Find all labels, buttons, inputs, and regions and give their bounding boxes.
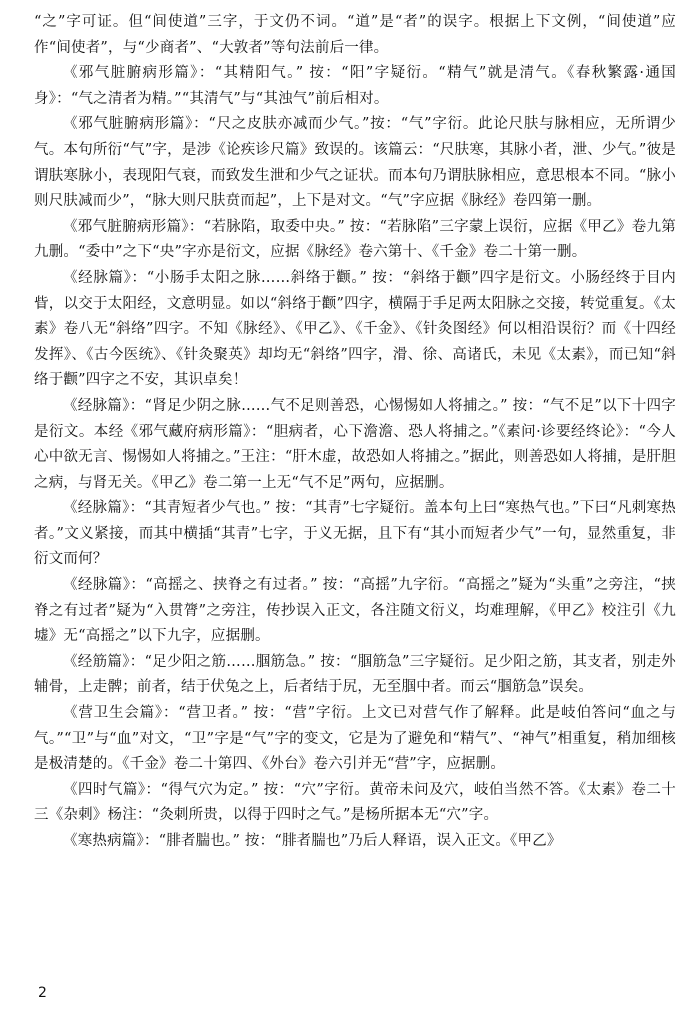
paragraph: 《经脉篇》：“肾足少阴之脉……气不足则善恐，心惕惕如人将捕之。” 按：“气不足”以下十四字是衍文。本经《邪气藏府病形篇》：“胆病者，心下澹澹、恐人将捕之。”《素问·诊要经终论》：“今人心中欲无言、惕惕如人将捕之。”王注：“肝木虚，故恐如人将捕之。”据此，则善恐如人将捕，是肝胆之病，与肾无关。《甲乙》卷二第一上无“气不足”两句，应据删。 — [34, 397, 676, 491]
paragraph: 《经脉篇》：“小肠手太阳之脉……斜络于颧。” 按：“斜络于颧”四字是衍文。小肠经终于目内眥，以交于太阳经，文意明显。如以“斜络于颧”四字，横隔于手足两太阳脉之交接，转觉重复。《太素》卷八无“斜络”四字。不知《脉经》、《甲乙》、《千金》、《针灸图经》何以相沿误衍？而《十四经发挥》、《古今医统》、《针灸聚英》却均无“斜络”四字，滑、徐、高诸氏，未见《太素》，而已知“斜络于颧”四字之不安，其识卓矣！ — [34, 269, 676, 389]
paragraph: “之”字可证。但“间使道”三字，于文仍不词。“道”是“者”的误字。根据上下文例，“间使道”应作“间使者”，与“少商者”、“大敦者”等句法前后一律。 — [34, 14, 676, 56]
paragraph: 《营卫生会篇》：“营卫者。” 按：“营”字衍。上文已对营气作了解释。此是岐伯答问“血之与气。”“卫”与“血”对文，“卫”字是“气”字的变文，它是为了避免和“精气”、“神气”相重复，稍加细核是极清楚的。《千金》卷二十第四、《外台》卷六引并无“营”字，应据删。 — [34, 705, 676, 773]
paragraph: 《经脉篇》：“高摇之、挟脊之有过者。” 按：“高摇”九字衍。“高摇之”疑为“头重”之旁注，“挟脊之有过者”疑为“入贯膂”之旁注，传抄误入正文，各注随文衍义，均难理解，《甲乙》校注引《九墟》无“高摇之”以下九字，应据删。 — [34, 577, 676, 645]
paragraph: 《邪气脏腑病形篇》：“其精阳气。” 按：“阳”字疑衍。“精气”就是清气。《春秋繁露·通国身》：“气之清者为精。”“其清气”与“其浊气”前后相对。 — [34, 65, 676, 107]
paragraph: 《邪气脏腑病形篇》：“若脉陷，取委中央。” 按：“若脉陷”三字蒙上误衍，应据《甲乙》卷九第九删。“委中”之下“央”字亦是衍文，应据《脉经》卷六第十、《千金》卷二十第一删。 — [34, 218, 676, 261]
paragraph: 《寒热病篇》：“腓者腨也。” 按：“腓者腨也”乃后人释语，误入正文。《甲乙》 — [63, 833, 562, 849]
paragraph: 《经脉篇》：“其青短者少气也。” 按：“其青”七字疑衍。盖本句上曰“寒热气也。”下曰“凡刺寒热者。”文义紧接，而其中横插“其青”七字，于义无据，且下有“其小而短者少气”一句，显然重复，非衍文而何？ — [34, 500, 676, 568]
paragraph: 《四时气篇》：“得气穴为定。” 按：“穴”字衍。黄帝未问及穴，岐伯当然不答。《太素》卷二十三《杂刺》杨注：“灸刺所贵，以得于四时之气。”是杨所据本无“穴”字。 — [34, 781, 676, 824]
paragraph: 《经筋篇》：“足少阳之筋……腘筋急。” 按：“腘筋急”三字疑衍。足少阳之筋，其支者，别走外辅骨，上走髀；前者，结于伏兔之上，后者结于尻，无至腘中者。而云“腘筋急”误矣。 — [34, 653, 676, 696]
page-number: 2 — [38, 985, 47, 1001]
paragraph: 《邪气脏腑病形篇》：“尺之皮肤亦减而少气。”按：“气”字衍。此论尺肤与脉相应，无所谓少气。本句所衍“气”字，是涉《论疾诊尺篇》致误的。该篇云：“尺肤寒，其脉小者，泄、少气。”彼是谓肤寒脉小，表现阳气衰，而致发生泄和少气之证状。而本句乃谓肤脉相应，意思根本不同。“脉小则尺肤减而少”，“脉大则尺肤贲而起”，上下是对文。“气”字应据《脉经》卷四第一删。 — [34, 116, 676, 210]
